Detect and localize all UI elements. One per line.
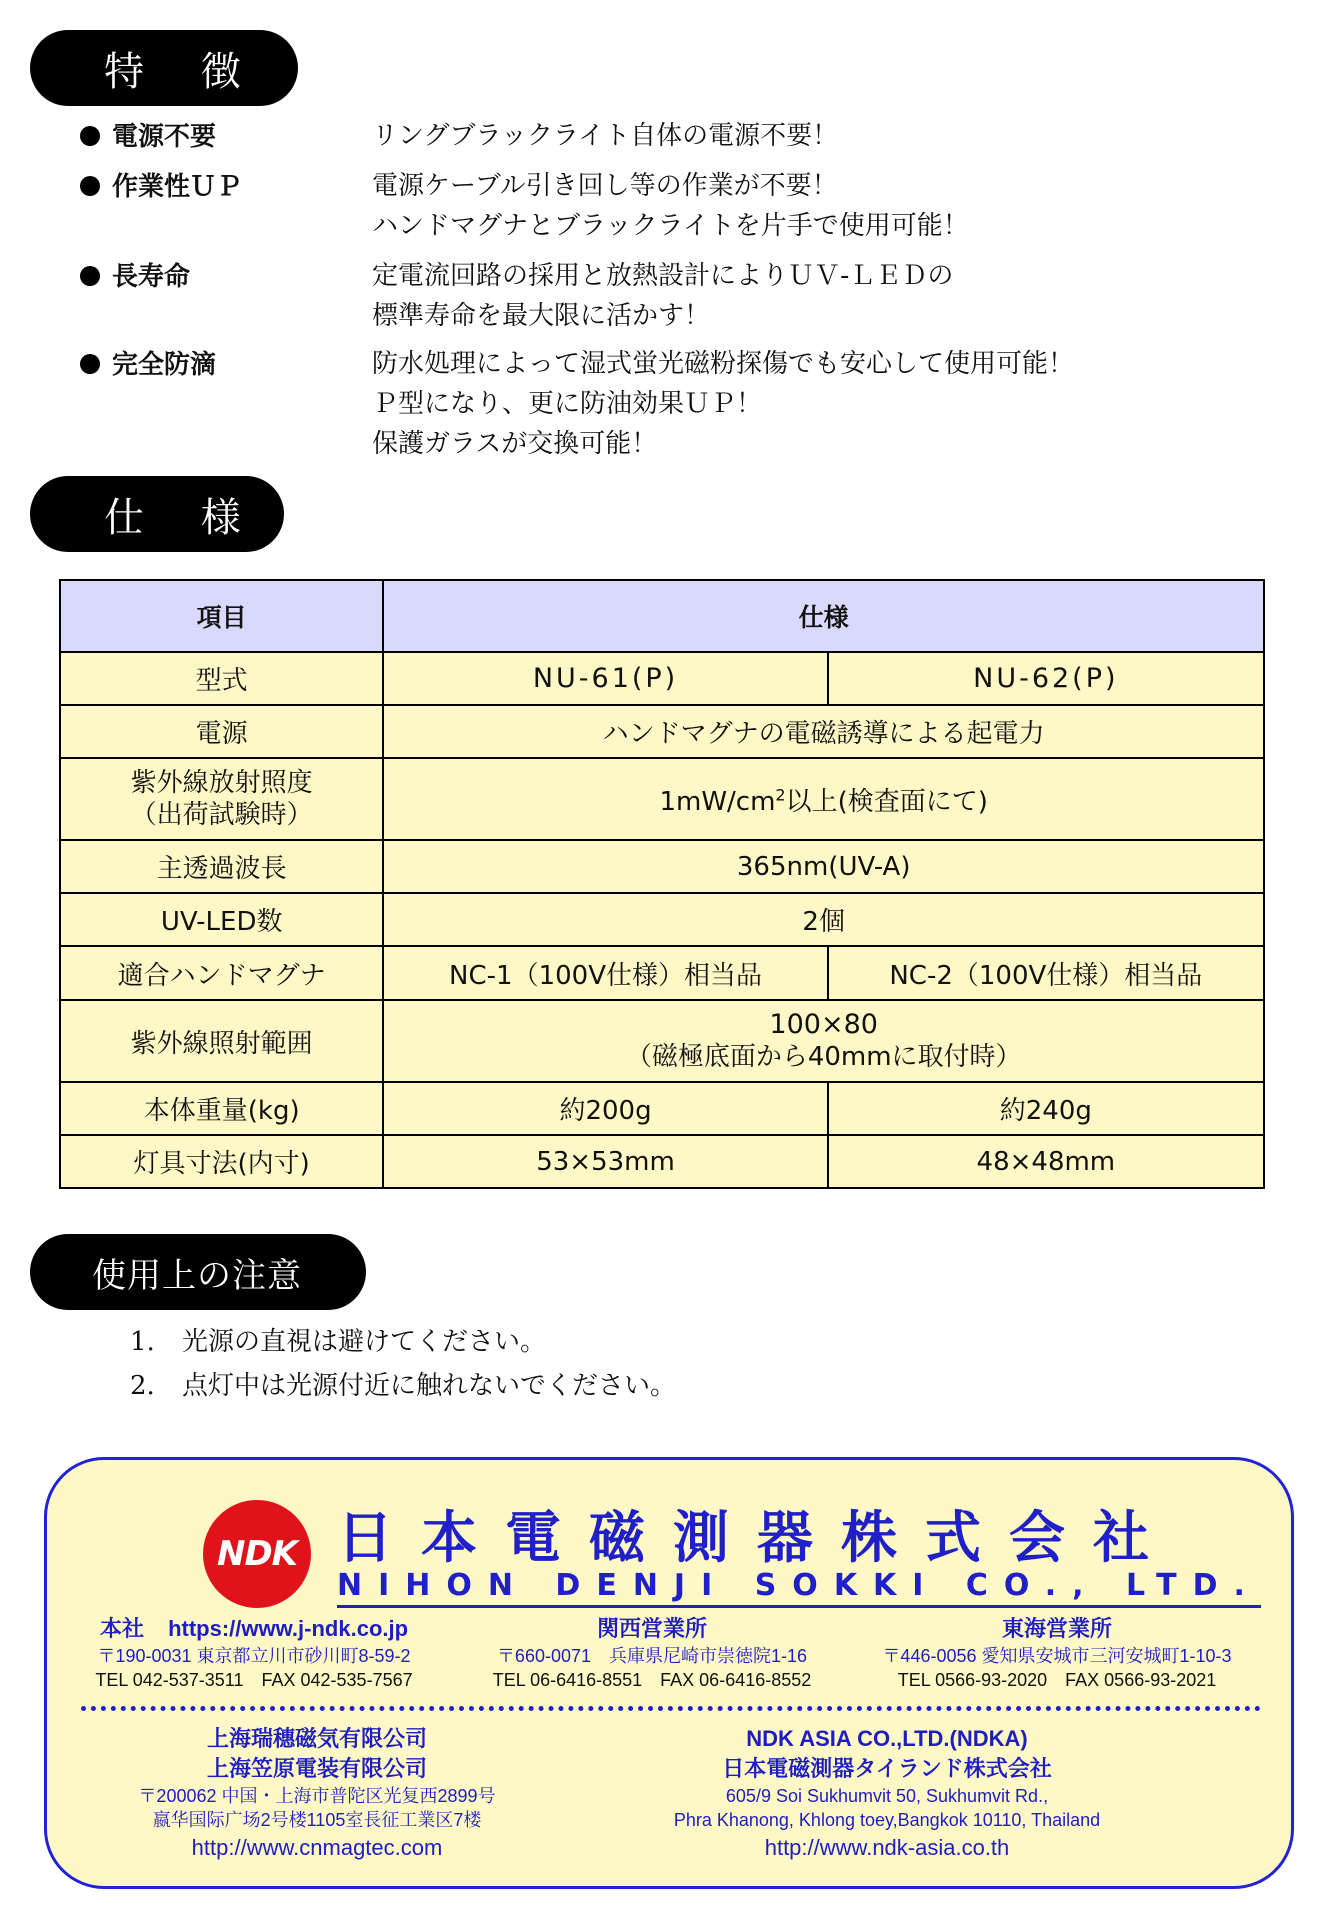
bullet-icon — [80, 176, 100, 196]
company-name-en: NIHON DENJI SOKKI CO., LTD. — [337, 1568, 1261, 1608]
table-row — [60, 652, 1264, 705]
head-office-url[interactable]: https://www.j-ndk.co.jp — [168, 1616, 409, 1641]
office-name: 東海営業所 — [1001, 1616, 1112, 1641]
table-row — [60, 758, 1264, 840]
feature-desc-line: 標準寿命を最大限に活かす！ — [372, 301, 711, 331]
caution-list — [130, 1320, 676, 1408]
spec-table — [59, 579, 1265, 1189]
weight-b: 約240g — [828, 1082, 1264, 1135]
office-address: 〒190-0031 東京都立川市砂川町8-59-2 — [97, 1646, 411, 1666]
bullet-icon — [80, 354, 100, 374]
office-tel: TEL 042-537-3511 FAX 042-535-7567 — [95, 1670, 413, 1690]
features-heading: 特 徴 — [30, 30, 298, 106]
model-a: NU-61(P) — [383, 652, 827, 705]
model-b: NU-62(P) — [828, 652, 1264, 705]
cautions-heading: 使用上の注意 — [30, 1234, 366, 1310]
office-name: NDK ASIA CO.,LTD.(NDKA) — [746, 1726, 1028, 1751]
table-row — [60, 893, 1264, 946]
row-label: 型式 — [60, 652, 383, 705]
header-spec: 仕様 — [383, 580, 1264, 652]
office-name: 上海笠原電装有限公司 — [206, 1756, 427, 1781]
table-row — [60, 705, 1264, 758]
office-name: 関西営業所 — [596, 1616, 707, 1641]
table-row — [60, 1000, 1264, 1082]
asia-office — [667, 1724, 1107, 1864]
head-office — [69, 1614, 439, 1692]
header-item: 項目 — [60, 580, 383, 652]
office-address: 〒660-0071 兵庫県尼崎市崇徳院1-16 — [496, 1646, 808, 1666]
shanghai-url[interactable]: http://www.cnmagtec.com — [191, 1835, 443, 1860]
company-name-jp: 日本電磁測器株式会社 — [337, 1506, 1177, 1571]
row-label: 電源 — [60, 705, 383, 758]
dotted-divider — [81, 1706, 1261, 1711]
weight-a: 約200g — [383, 1082, 827, 1135]
feature-title: 電源不要 — [112, 122, 217, 152]
bullet-icon — [80, 126, 100, 146]
feature-desc-line: Ｐ型になり、更に防油効果ＵＰ！ — [372, 389, 763, 419]
table-row — [60, 1082, 1264, 1135]
office-tel: TEL 06-6416-8551 FAX 06-6416-8552 — [492, 1670, 812, 1690]
specs-heading: 仕 様 — [30, 476, 284, 552]
row-label: 紫外線照射範囲 — [60, 1000, 383, 1082]
ndk-logo: NDK — [203, 1500, 311, 1608]
row-label-line: （出荷試験時） — [130, 800, 313, 830]
row-label-line: 紫外線放射照度 — [130, 768, 313, 798]
row-label: 主透過波長 — [60, 840, 383, 893]
feature-desc-line: リングブラックライト自体の電源不要！ — [372, 121, 839, 151]
magna-b: NC-2（100V仕様）相当品 — [828, 946, 1264, 1000]
size-b: 48×48mm — [828, 1135, 1264, 1188]
office-name: 日本電磁測器タイランド株式会社 — [722, 1756, 1052, 1781]
feature-title: 長寿命 — [112, 262, 191, 292]
feature-title: 完全防滴 — [112, 350, 217, 380]
office-name: 上海瑞穗磁気有限公司 — [206, 1726, 427, 1751]
range-value-line: （磁極底面から40mmに取付時） — [625, 1042, 1022, 1072]
row-label: UV-LED数 — [60, 893, 383, 946]
office-tel: TEL 0566-93-2020 FAX 0566-93-2021 — [897, 1670, 1217, 1690]
office-address: 605/9 Soi Sukhumvit 50, Sukhumvit Rd., — [725, 1786, 1049, 1806]
row-label: 適合ハンドマグナ — [60, 946, 383, 1000]
feature-desc-line: ハンドマグナとブラックライトを片手で使用可能！ — [372, 211, 969, 241]
asia-url[interactable]: http://www.ndk-asia.co.th — [764, 1835, 1010, 1860]
office-address: 嬴华国际广场2号楼1105室長征工業区7楼 — [152, 1810, 482, 1830]
table-row — [60, 1135, 1264, 1188]
feature-desc-line: 定電流回路の採用と放熱設計によりＵＶ-ＬＥＤの — [372, 261, 954, 291]
office-address: 〒446-0056 愛知県安城市三河安城町1-10-3 — [882, 1646, 1232, 1666]
shanghai-office — [127, 1724, 507, 1864]
size-a: 53×53mm — [383, 1135, 827, 1188]
office-address: 〒200062 中国・上海市普陀区光复西2899号 — [138, 1786, 496, 1806]
row-label — [60, 758, 383, 840]
row-label: 灯具寸法(内寸) — [60, 1135, 383, 1188]
kansai-office — [467, 1614, 837, 1692]
feature-desc-line: 電源ケーブル引き回し等の作業が不要！ — [372, 171, 838, 201]
feature-title: 作業性ＵＰ — [112, 172, 243, 202]
office-address: Phra Khanong, Khlong toey,Bangkok 10110, Thailand — [673, 1810, 1101, 1830]
table-row — [60, 840, 1264, 893]
feature-desc-line: 防水処理によって湿式蛍光磁粉探傷でも安心して使用可能！ — [372, 349, 1075, 379]
row-label: 本体重量(kg) — [60, 1082, 383, 1135]
range-value — [383, 1000, 1264, 1082]
range-value-line: 100×80 — [769, 1009, 878, 1040]
magna-a: NC-1（100V仕様）相当品 — [383, 946, 827, 1000]
table-row — [60, 946, 1264, 1000]
feature-desc-line: 保護ガラスが交換可能！ — [372, 429, 658, 459]
table-header-row — [60, 580, 1264, 652]
list-item: 2. 点灯中は光源付近に触れないでください。 — [130, 1371, 677, 1401]
bullet-icon — [80, 266, 100, 286]
uv-irradiance-value: $1mW/cm^2$以上(検査面にて) — [383, 758, 1264, 840]
office-name: 本社 — [99, 1616, 144, 1641]
wavelength-value: 365nm(UV-A) — [383, 840, 1264, 893]
tokai-office — [867, 1614, 1247, 1692]
led-count-value: 2個 — [383, 893, 1264, 946]
power-value: ハンドマグナの電磁誘導による起電力 — [383, 705, 1264, 758]
company-footer — [44, 1457, 1294, 1889]
list-item: 1. 光源の直視は避けてください。 — [130, 1327, 547, 1357]
